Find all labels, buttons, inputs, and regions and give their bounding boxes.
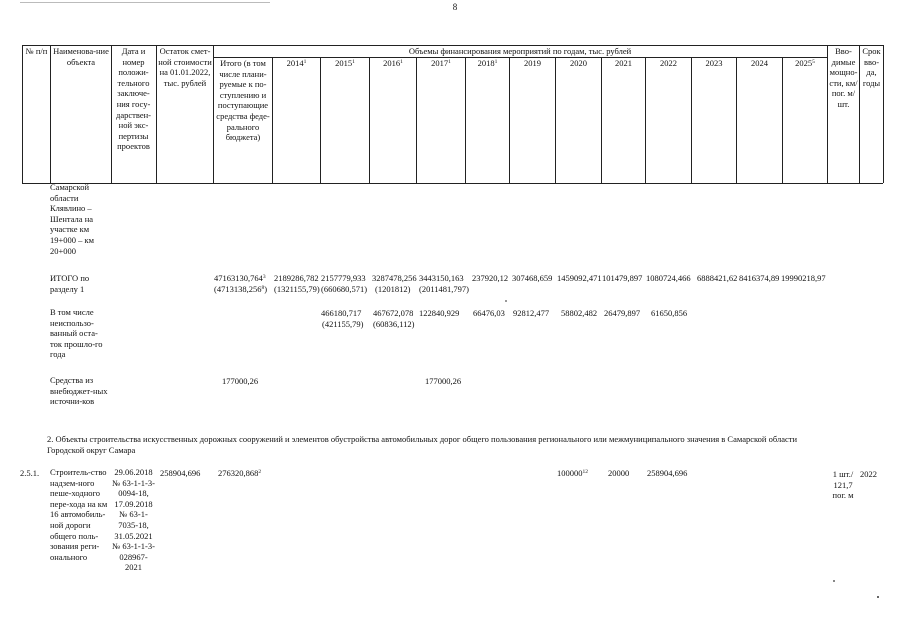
itogo-2017-federal: (2011481,797): [419, 284, 469, 294]
scan-speckle: [877, 596, 879, 598]
itogo-2020: 1459092,471: [557, 273, 602, 283]
row-expertise: 29.06.2018 № 63-1-1-3-0094-18, 17.09.2018 № 63-1-7035-18, 31.05.2021 № 63-1-1-3-028967-2021: [112, 467, 155, 573]
itogo-2018: 237920,12: [472, 273, 509, 283]
header-year: 2017$^1$: [431, 58, 451, 68]
header-num: № п/п: [25, 46, 48, 56]
scan-speckle: [833, 580, 835, 582]
itogo-2022: 1080724,466: [646, 273, 691, 283]
header-term: Срок вво-да, годы: [862, 46, 881, 88]
unused-2017: 122840,929: [419, 308, 460, 318]
row-number: 2.5.1.: [20, 468, 40, 478]
header-funding-group: Объемы финансирования мероприятий по годам, тыс. рублей: [408, 46, 632, 56]
header-remainder: Остаток смет-ной стоимости на 01.01.2022, тыс. рублей: [158, 46, 212, 88]
header-year: 2023: [705, 58, 723, 68]
itogo-2014: 2189286,782: [274, 273, 319, 283]
itogo-total: 47163130,764$^3$: [214, 273, 266, 283]
itogo-total-federal: (4713138,256$^8$): [214, 284, 268, 294]
unused-2016: 467672,078: [373, 308, 414, 318]
row-term: 2022: [860, 469, 877, 479]
continued-object-name: Самарской области Клявлино – Шентала на участке км 19+000 – км 20+000: [50, 182, 95, 256]
itogo-2019: 307468,659: [512, 273, 553, 283]
itogo-2016: 3287478,256: [372, 273, 417, 283]
header-year: 2014$^1$: [286, 58, 307, 68]
header-year: 2024: [751, 58, 768, 68]
unused-2016-federal: (60836,112): [373, 319, 415, 329]
extrabudget-2017: 177000,26: [425, 376, 462, 386]
extrabudget-total: 177000,26: [222, 376, 259, 386]
header-name: Наименова-ние объекта: [53, 46, 109, 67]
itogo-2017: 3443150,163: [419, 273, 464, 283]
scan-speckle: [505, 300, 507, 302]
row-2020: 100000$^{12}$: [557, 468, 588, 478]
itogo-2024: 8416374,89: [739, 273, 780, 283]
header-year: 2025$^5$: [795, 58, 815, 68]
itogo-2015: 2157779,933: [321, 273, 366, 283]
row-remainder: 258904,696: [160, 468, 201, 478]
itogo-2016-federal: (1201812): [375, 284, 411, 294]
row-total: 276320,868$^2$: [218, 468, 262, 478]
header-capacity: Вво-димые мощно-сти, км/пог. м/шт.: [829, 46, 858, 109]
section-2-subtitle: Городской округ Самара: [47, 445, 136, 455]
itogo-label: ИТОГО по разделу 1: [50, 273, 90, 294]
row-2022: 258904,696: [647, 468, 688, 478]
header-year: 2019: [524, 58, 541, 68]
unused-2019: 92812,477: [513, 308, 550, 318]
scan-artifact-line: [20, 2, 270, 3]
unused-2015-federal: (421155,79): [322, 319, 364, 329]
itogo-2014-federal: (1321155,79): [274, 284, 320, 294]
header-year: 2020: [570, 58, 587, 68]
header-year: 2016$^1$: [383, 58, 403, 68]
unused-2020: 58802,482: [561, 308, 598, 318]
header-year: 2015$^1$: [335, 58, 355, 68]
itogo-2023: 6888421,62: [697, 273, 738, 283]
itogo-2025: 19990218,97: [781, 273, 826, 283]
itogo-2021: 101479,897: [602, 273, 643, 283]
unused-2022: 61650,856: [651, 308, 688, 318]
header-date: Дата и номер положи-тельного заключе-ния госу-дарствен-ной экс-пертизы проектов: [116, 46, 151, 152]
header-year: 2022: [660, 58, 677, 68]
unused-2015: 466180,717: [321, 308, 362, 318]
unused-label: В том числе неиспользо-ванный оста-ток прошло-го года: [50, 307, 103, 360]
extrabudget-label: Средства из внебюджет-ных источни-ков: [50, 375, 108, 407]
header-year: 2018$^1$: [477, 58, 498, 68]
row-2021: 20000: [608, 468, 630, 478]
unused-2018: 66476,03: [473, 308, 505, 318]
header-year: 2021: [615, 58, 632, 68]
row-object-name: Строитель-ство надзем-ного пеше-ходного пере-хода на км 16 автомобиль-ной дороги общего поль-зования реги-онального: [50, 467, 108, 562]
header-total: Итого (в том числе плани-руемые к по-ступлению и поступающие средства феде-рального бюджета): [216, 58, 270, 143]
unused-2021: 26479,897: [604, 308, 641, 318]
itogo-2015-federal: (660680,571): [321, 284, 368, 294]
section-2-title: 2. Объекты строительства искусственных дорожных сооружений и элементов обустройства автомобильных дорог общего пользования регионального или межмуниципального значения в Самарской области: [47, 434, 798, 444]
page-number: 8: [452, 2, 458, 12]
row-capacity: 1 шт./ 121,7 пог. м: [832, 469, 854, 501]
